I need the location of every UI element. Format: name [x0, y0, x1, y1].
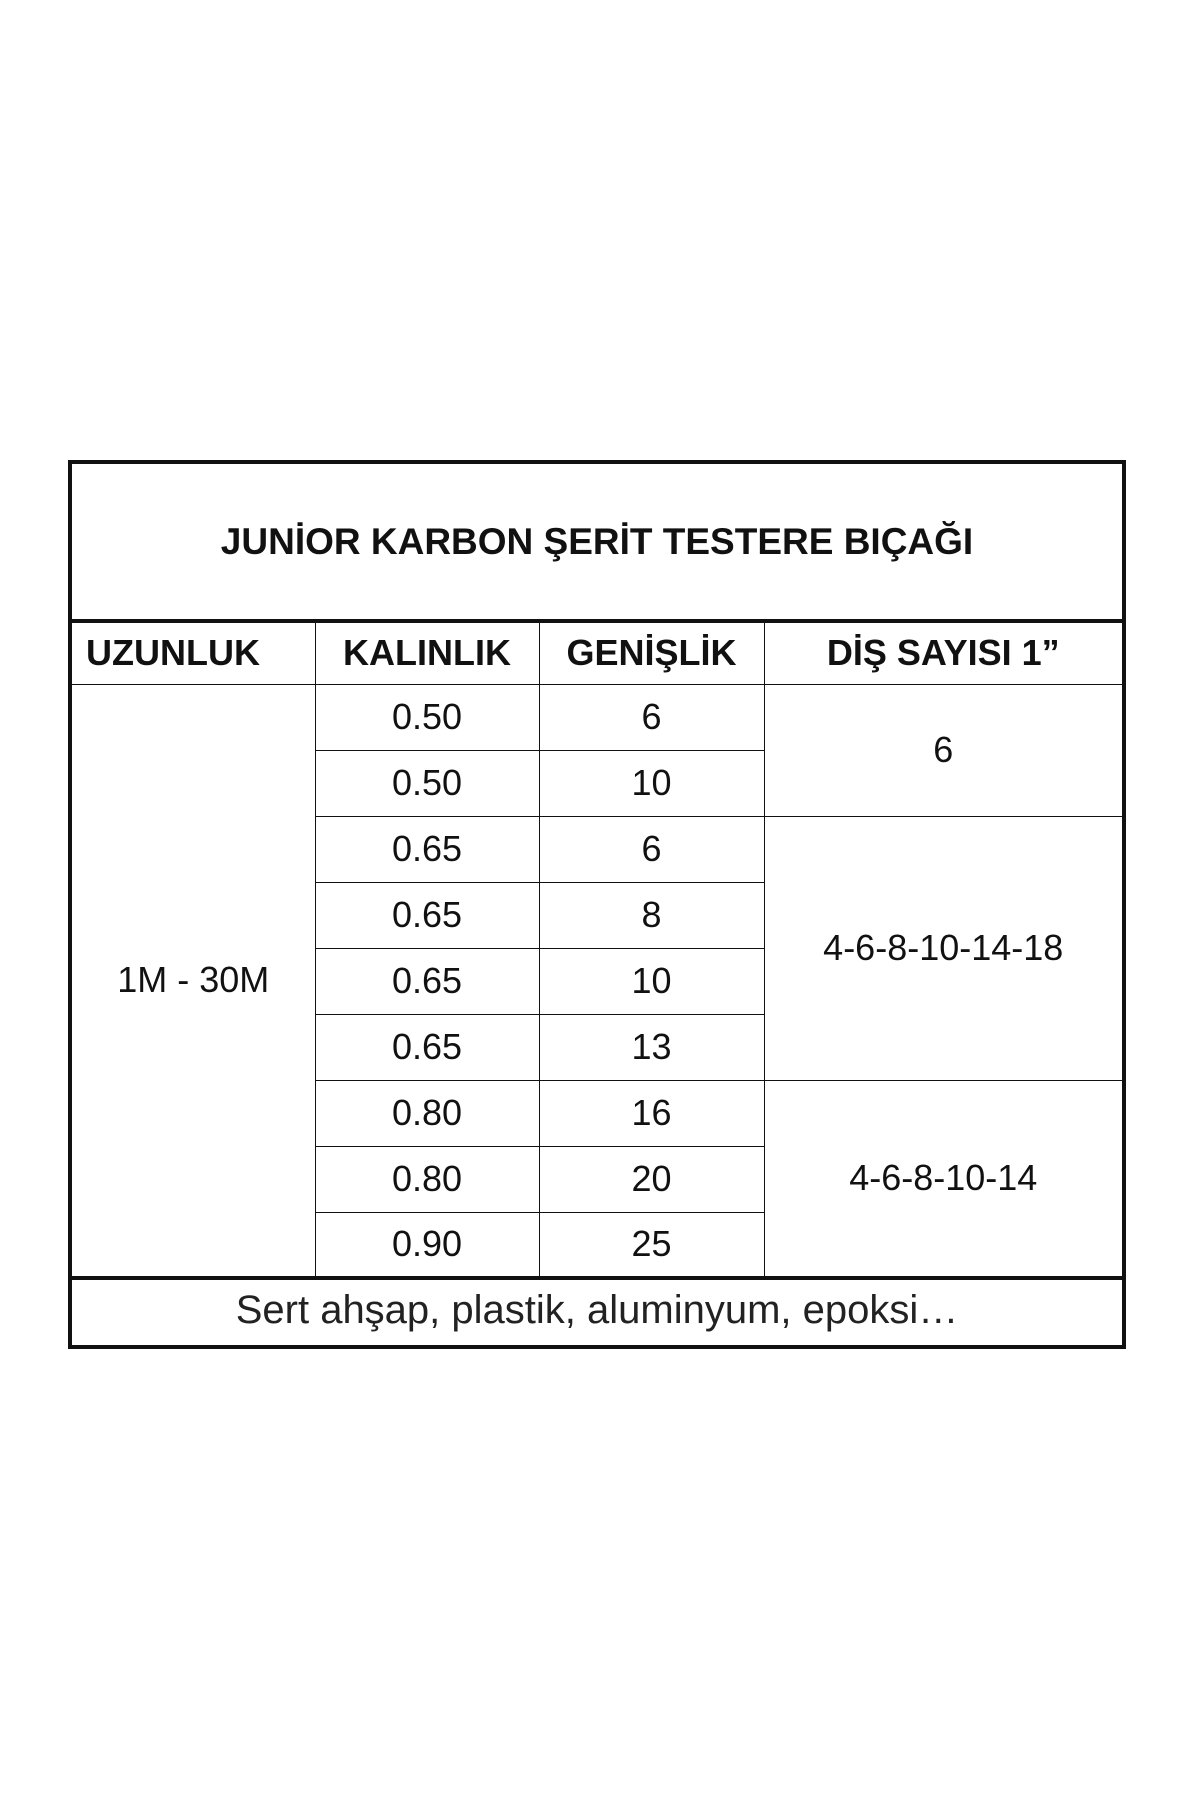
thickness-cell: 0.90	[315, 1212, 539, 1278]
spec-table	[72, 619, 1122, 1280]
width-cell: 25	[539, 1212, 764, 1278]
thickness-cell: 0.65	[315, 948, 539, 1014]
header-length: UZUNLUK	[72, 621, 315, 684]
header-teeth: DİŞ SAYISI 1”	[764, 621, 1122, 684]
width-cell: 6	[539, 816, 764, 882]
sheet-title: JUNİOR KARBON ŞERİT TESTERE BIÇAĞI	[220, 520, 974, 562]
thickness-cell: 0.65	[315, 882, 539, 948]
length-cell: 1M - 30M	[72, 684, 315, 1278]
header-width: GENİŞLİK	[539, 621, 764, 684]
width-cell: 13	[539, 1014, 764, 1080]
thickness-cell: 0.65	[315, 816, 539, 882]
width-cell: 10	[539, 948, 764, 1014]
width-cell: 10	[539, 750, 764, 816]
materials-note: Sert ahşap, plastik, aluminyum, epoksi…	[235, 1287, 959, 1332]
thickness-cell: 0.80	[315, 1146, 539, 1212]
table-row	[72, 684, 1122, 750]
thickness-cell: 0.80	[315, 1080, 539, 1146]
width-cell: 8	[539, 882, 764, 948]
teeth-cell: 4-6-8-10-14-18	[764, 816, 1122, 1080]
teeth-cell: 6	[764, 684, 1122, 816]
spec-sheet	[68, 460, 1126, 1349]
thickness-cell: 0.50	[315, 684, 539, 750]
width-cell: 20	[539, 1146, 764, 1212]
width-cell: 16	[539, 1080, 764, 1146]
thickness-cell: 0.65	[315, 1014, 539, 1080]
header-row	[72, 621, 1122, 684]
header-thickness: KALINLIK	[315, 621, 539, 684]
teeth-cell: 4-6-8-10-14	[764, 1080, 1122, 1278]
thickness-cell: 0.50	[315, 750, 539, 816]
width-cell: 6	[539, 684, 764, 750]
